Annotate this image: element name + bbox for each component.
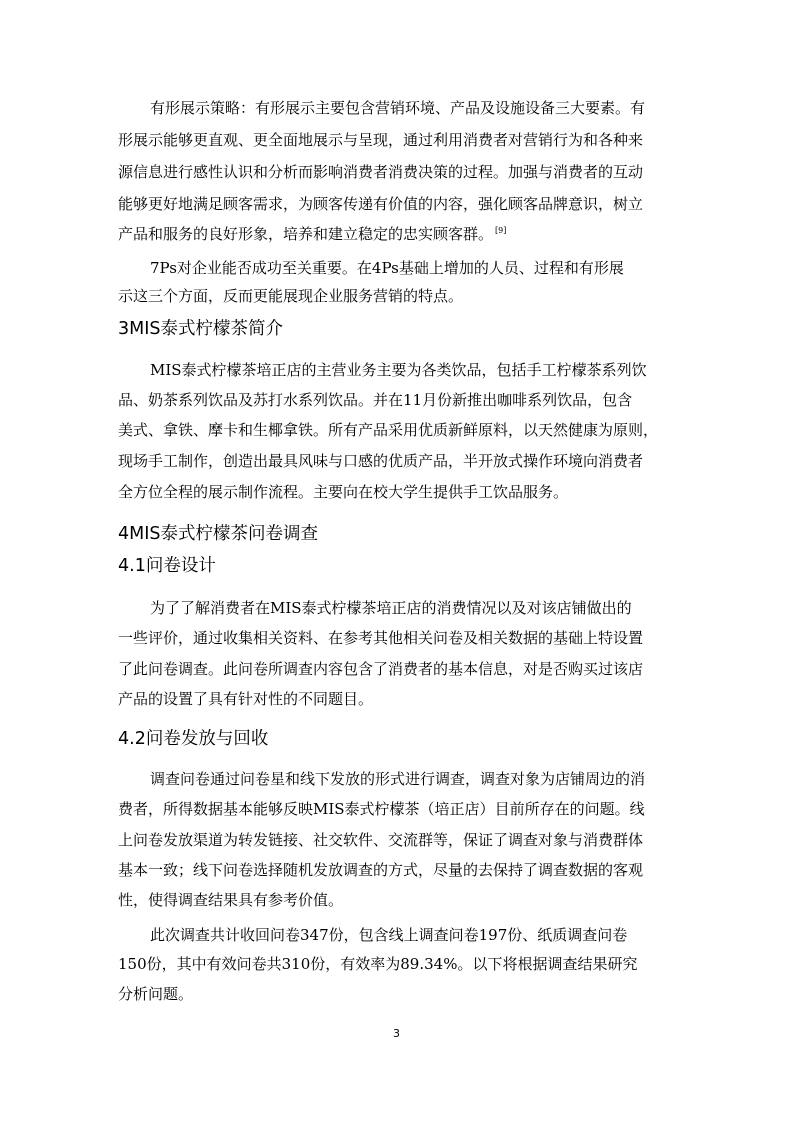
section-heading: 3MIS泰式柠檬茶简介 [118, 319, 284, 339]
paragraph-line: 为了了解消费者在MIS泰式柠檬茶培正店的消费情况以及对该店铺做出的 [150, 599, 632, 617]
paragraph-line: 调查问卷通过问卷星和线下发放的形式进行调查，调查对象为店铺周边的消 [150, 770, 646, 788]
paragraph-line: 美式、拿铁、摩卡和生椰拿铁。所有产品采用优质新鲜原料，以天然健康为原则， [118, 421, 659, 439]
paragraph-line: 150份，其中有效问卷共310份，有效率为89.34%。以下将根据调查结果研究 [118, 955, 638, 973]
paragraph-line: 此次调查共计收回问卷347份，包含线上调查问卷197份、纸质调查问卷 [150, 926, 628, 944]
paragraph-line: 源信息进行感性认识和分析而影响消费者消费决策的过程。加强与消费者的互动 [118, 163, 644, 181]
paragraph-line: 7Ps对企业能否成功至关重要。在4Ps基础上增加的人员、过程和有形展 [150, 259, 624, 277]
paragraph-line-with-citation [118, 224, 698, 244]
paragraph-line: 费者，所得数据基本能够反映MIS泰式柠檬茶（培正店）目前所存在的问题。线 [118, 800, 645, 818]
paragraph-line: 一些评价，通过收集相关资料、在参考其他相关问卷及相关数据的基础上特设置 [118, 629, 644, 647]
subsection-heading: 4.2问卷发放与回收 [118, 729, 269, 749]
section-heading: 4MIS泰式柠檬茶问卷调查 [118, 524, 319, 544]
paragraph-line: MIS泰式柠檬茶培正店的主营业务主要为各类饮品，包括手工柠檬茶系列饮 [150, 361, 647, 379]
paragraph-line: 基本一致；线下问卷选择随机发放调查的方式，尽量的去保持了调查数据的客观 [118, 861, 644, 879]
paragraph-text: 产品和服务的良好形象，培养和建立稳定的忠实顾客群。 [118, 225, 494, 243]
paragraph-line: 品、奶茶系列饮品及苏打水系列饮品。并在11月份新推出咖啡系列饮品，包含 [118, 391, 633, 409]
paragraph-line: 了此问卷调查。此问卷所调查内容包含了消费者的基本信息，对是否购买过该店 [118, 660, 644, 678]
paragraph-line: 全方位全程的展示制作流程。主要向在校大学生提供手工饮品服务。 [118, 483, 569, 501]
citation-marker: [9] [495, 226, 507, 235]
paragraph-line: 有形展示策略：有形展示主要包含营销环境、产品及设施设备三大要素。有 [150, 99, 646, 117]
page-number: 3 [393, 1027, 400, 1040]
paragraph-line: 性，使得调查结果具有参考价值。 [118, 891, 344, 909]
paragraph-line: 产品的设置了具有针对性的不同题目。 [118, 690, 374, 708]
paragraph-line: 分析问题。 [118, 985, 194, 1003]
paragraph-line: 示这三个方面，反而更能展现企业服务营销的特点。 [118, 287, 464, 305]
paragraph-line: 上问卷发放渠道为转发链接、社交软件、交流群等，保证了调查对象与消费群体 [118, 831, 644, 849]
paragraph-line: 形展示能够更直观、更全面地展示与呈现，通过利用消费者对营销行为和各种来 [118, 131, 644, 149]
paragraph-line: 能够更好地满足顾客需求，为顾客传递有价值的内容，强化顾客品牌意识，树立 [118, 195, 644, 213]
paragraph-line: 现场手工制作，创造出最具风味与口感的优质产品，半开放式操作环境向消费者 [118, 452, 644, 470]
subsection-heading: 4.1问卷设计 [118, 556, 216, 576]
